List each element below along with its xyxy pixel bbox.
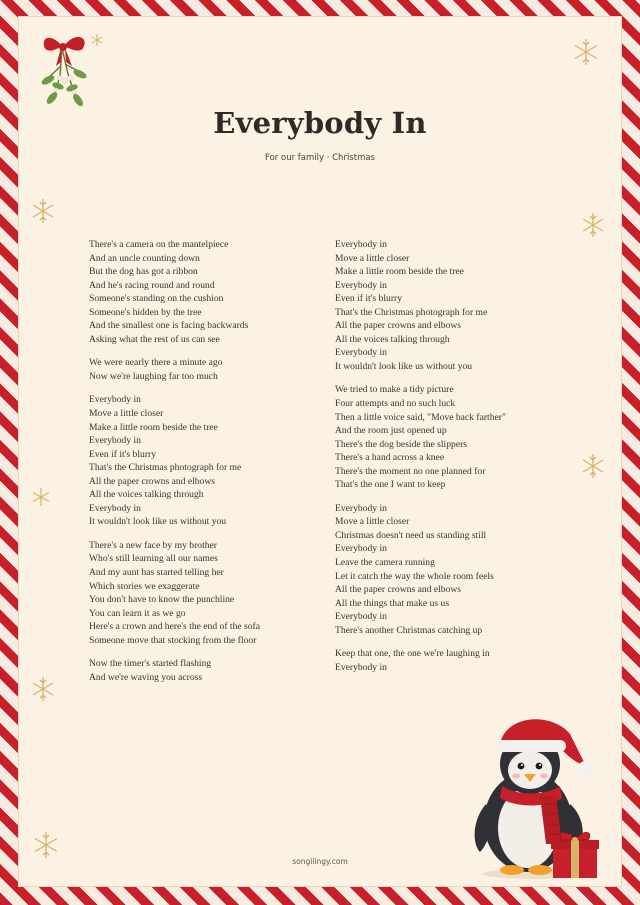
lyric-line: Leave the camera running bbox=[335, 557, 435, 569]
lyric-line: But the dog has got a ribbon bbox=[89, 266, 198, 278]
lyric-line: Then a little voice said, "Move back farther" bbox=[335, 411, 506, 423]
lyrics-stanza bbox=[335, 238, 565, 373]
lyric-line: Someone move that stocking from the floor bbox=[89, 634, 257, 646]
lyric-line: And my aunt has started telling her bbox=[89, 567, 224, 579]
lyric-line: Everybody in bbox=[89, 435, 141, 447]
lyric-line: And we're waving you across bbox=[89, 671, 203, 683]
lyric-line: All the paper crowns and elbows bbox=[335, 584, 462, 596]
mistletoe-icon bbox=[34, 26, 96, 114]
lyric-line: We tried to make a tidy picture bbox=[335, 384, 454, 396]
lyric-line: Even if it's blurry bbox=[335, 293, 403, 305]
lyric-line: Move a little closer bbox=[335, 516, 410, 528]
lyrics-stanza bbox=[89, 393, 319, 528]
lyric-line: That's the Christmas photograph for me bbox=[335, 306, 488, 318]
lyric-line: There's the moment no one planned for bbox=[335, 465, 486, 477]
snowflake-icon bbox=[30, 484, 52, 510]
lyric-line: Now the timer's started flashing bbox=[89, 658, 212, 670]
lyric-line: All the voices talking through bbox=[89, 489, 204, 501]
lyric-line: There's a camera on the mantelpiece bbox=[89, 239, 229, 250]
lyric-line: Let it catch the way the whole room feels bbox=[335, 570, 494, 582]
site-credit: songilingy.com bbox=[292, 857, 348, 866]
lyric-line: You don't have to know the punchline bbox=[89, 594, 235, 606]
lyric-line: Now we're laughing far too much bbox=[89, 370, 218, 382]
snowflake-icon bbox=[578, 448, 608, 484]
lyrics-stanza bbox=[89, 657, 319, 684]
snowflake-icon bbox=[579, 208, 607, 242]
snowflake-icon bbox=[29, 672, 57, 706]
lyric-line: Make a little room beside the tree bbox=[335, 266, 464, 278]
song-subtitle: For our family · Christmas bbox=[265, 153, 375, 163]
lyric-line: All the things that make us us bbox=[335, 597, 450, 609]
lyric-line: Move a little closer bbox=[335, 252, 410, 264]
lyric-line: And the room just opened up bbox=[335, 425, 447, 437]
lyric-line: And the smallest one is facing backwards bbox=[89, 320, 249, 332]
lyric-line: Everybody in bbox=[89, 394, 141, 406]
lyric-line: Even if it's blurry bbox=[89, 448, 157, 460]
lyric-line: Everybody in bbox=[89, 502, 141, 514]
lyric-line: Keep that one, the one we're laughing in bbox=[335, 648, 490, 660]
lyric-line: All the paper crowns and elbows bbox=[89, 475, 216, 487]
lyric-line: That's the one I want to keep bbox=[335, 479, 446, 491]
lyric-line: Which stories we exaggerate bbox=[89, 580, 200, 592]
song-title: Everybody In bbox=[213, 106, 427, 140]
lyric-line: It wouldn't look like us without you bbox=[89, 516, 227, 528]
lyric-line: Everybody in bbox=[335, 347, 387, 359]
lyrics-stanza bbox=[335, 647, 565, 674]
lyric-line: Christmas doesn't need us standing still bbox=[335, 529, 487, 541]
lyric-line: All the paper crowns and elbows bbox=[335, 320, 462, 332]
lyrics-stanza bbox=[89, 539, 319, 647]
lyric-line: All the voices talking through bbox=[335, 333, 450, 345]
lyrics-stanza bbox=[89, 356, 319, 383]
lyric-line: You can learn it as we go bbox=[89, 607, 186, 619]
lyric-line: We were nearly there a minute ago bbox=[89, 357, 223, 369]
lyric-line: Four attempts and no such luck bbox=[335, 398, 456, 410]
lyric-line: It wouldn't look like us without you bbox=[335, 360, 473, 372]
lyric-line: There's a new face by my brother bbox=[89, 539, 217, 551]
gift-icon bbox=[548, 826, 604, 880]
lyric-line: Here's a crown and here's the end of the sofa bbox=[89, 621, 261, 633]
lyric-line: There's another Christmas catching up bbox=[335, 624, 483, 636]
lyric-line: Someone's standing on the cushion bbox=[89, 293, 224, 305]
lyric-line: There's a hand across a knee bbox=[335, 452, 445, 464]
lyric-line: Everybody in bbox=[335, 661, 387, 673]
lyric-line: Everybody in bbox=[335, 543, 387, 555]
lyric-line: And he's racing round and round bbox=[89, 279, 215, 291]
lyric-line: And an uncle counting down bbox=[89, 252, 200, 264]
lyrics-right-column bbox=[335, 238, 565, 684]
lyric-line: Make a little room beside the tree bbox=[89, 421, 218, 433]
lyric-line: Asking what the rest of us can see bbox=[89, 333, 220, 345]
snowflake-icon bbox=[29, 193, 57, 229]
snowflake-icon bbox=[571, 32, 601, 72]
lyric-line: That's the Christmas photograph for me bbox=[89, 462, 242, 474]
lyric-line: Everybody in bbox=[335, 611, 387, 623]
lyric-line: Everybody in bbox=[335, 279, 387, 291]
lyric-line: Everybody in bbox=[335, 239, 387, 250]
lyrics-stanza bbox=[89, 238, 319, 346]
lyric-line: There's the dog beside the slippers bbox=[335, 438, 468, 450]
lyric-line: Who's still learning all our names bbox=[89, 553, 218, 565]
lyric-line: Someone's hidden by the tree bbox=[89, 306, 202, 318]
lyric-line: Everybody in bbox=[335, 502, 387, 514]
snowflake-icon bbox=[90, 33, 104, 47]
lyrics-stanza bbox=[335, 502, 565, 637]
lyric-line: Move a little closer bbox=[89, 408, 164, 420]
lyrics-left-column bbox=[89, 238, 319, 694]
lyrics-stanza bbox=[335, 383, 565, 491]
